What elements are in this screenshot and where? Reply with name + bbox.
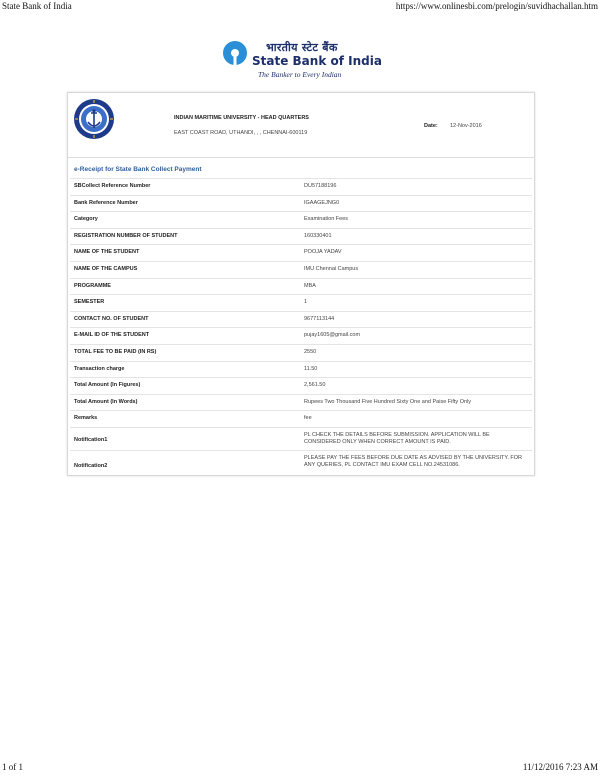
row-key: Bank Reference Number	[74, 199, 138, 206]
row-key: SBCollect Reference Number	[74, 183, 151, 189]
table-row	[70, 211, 532, 228]
table-row	[70, 344, 532, 361]
university-seal-icon	[73, 98, 115, 140]
table-row	[70, 410, 532, 427]
row-key: Transaction charge	[74, 365, 125, 372]
print-datetime: 11/12/2016 7:23 AM	[522, 762, 598, 772]
print-header-url: https://www.onlinesbi.com/prelogin/suvidhachallan.htm	[395, 1, 598, 11]
row-value: 160330401	[304, 232, 332, 239]
sbi-emblem-icon	[222, 40, 248, 66]
institution-name: INDIAN MARITIME UNIVERSITY - HEAD QUARTERS	[174, 115, 309, 121]
header-divider	[68, 157, 534, 158]
date-label: Date:	[424, 123, 438, 129]
table-row	[70, 394, 532, 411]
row-value: Examination Fees	[304, 216, 349, 223]
row-key: Notification1	[74, 436, 108, 443]
date-value: 12-Nov-2016	[450, 123, 482, 129]
table-row	[70, 244, 532, 261]
table-row	[70, 278, 532, 295]
sbi-logo	[222, 40, 382, 80]
table-row	[70, 228, 532, 245]
row-value: Rupees Two Thousand Five Hundred Sixty One and Paise Fifty Only	[304, 398, 472, 405]
row-key: REGISTRATION NUMBER OF STUDENT	[74, 232, 178, 239]
table-row	[70, 361, 532, 378]
row-value: 11.50	[304, 365, 318, 372]
row-key: Notification2	[74, 462, 108, 469]
row-key: NAME OF THE STUDENT	[74, 249, 140, 256]
row-value: 9677113144	[304, 315, 335, 322]
receipt-details-table	[70, 178, 532, 481]
row-value: DU57188196	[304, 183, 337, 189]
row-key: Total Amount (In Figures)	[74, 382, 141, 389]
row-value: PL CHECK THE DETAILS BEFORE SUBMISSION. APPLICATION WILL BE CONSIDERED ONLY WHEN CORRECT AMOUNT IS PAID.	[304, 431, 490, 446]
bank-tagline: The Banker to Every Indian	[258, 70, 342, 79]
table-row	[70, 427, 532, 450]
institution-address: EAST COAST ROAD, UTHANDI, , , CHENNAI-600119	[174, 130, 308, 136]
row-value: POOJA YADAV	[304, 249, 342, 256]
table-row	[70, 311, 532, 328]
table-row	[70, 377, 532, 394]
row-value: IMU Chennai Campus	[304, 265, 359, 272]
row-key: NAME OF THE CAMPUS	[74, 265, 138, 272]
row-key: Category	[74, 216, 98, 223]
row-value: PLEASE PAY THE FEES BEFORE DUE DATE AS ADVISED BY THE UNIVERSITY. FOR ANY QUERIES, PL CONTACT IMU EXAM CELL NO.24531086.	[304, 454, 523, 469]
print-header	[2, 1, 598, 13]
receipt-card	[67, 92, 535, 476]
bank-hindi-name: भारतीय स्टेट बैंक	[266, 41, 338, 54]
row-key: SEMESTER	[74, 299, 105, 306]
row-key: Remarks	[74, 415, 98, 422]
receipt-title: e-Receipt for State Bank Collect Payment	[74, 166, 202, 173]
page-number: 1 of 1	[2, 762, 23, 772]
row-key: E-MAIL ID OF THE STUDENT	[74, 332, 150, 339]
row-value: 2,561.50	[304, 382, 326, 389]
row-value: 1	[304, 299, 308, 306]
bank-name: State Bank of India	[252, 54, 382, 68]
row-key: CONTACT NO. OF STUDENT	[74, 315, 149, 322]
row-value: 2550	[304, 348, 317, 355]
row-value: pujay1605@gmail.com	[304, 332, 361, 339]
row-key: TOTAL FEE TO BE PAID (IN RS)	[74, 348, 157, 355]
table-row	[70, 450, 532, 481]
row-key: PROGRAMME	[74, 282, 111, 289]
row-key: Total Amount (In Words)	[74, 398, 138, 405]
table-row	[70, 178, 532, 195]
row-value: IGAAGEJNG0	[304, 199, 340, 206]
print-footer	[2, 762, 598, 774]
table-row	[70, 327, 532, 344]
table-row	[70, 294, 532, 311]
row-value: MBA	[304, 282, 316, 289]
table-row	[70, 261, 532, 278]
print-header-title: State Bank of India	[2, 1, 72, 11]
table-row	[70, 195, 532, 212]
row-value: fee	[304, 415, 312, 422]
